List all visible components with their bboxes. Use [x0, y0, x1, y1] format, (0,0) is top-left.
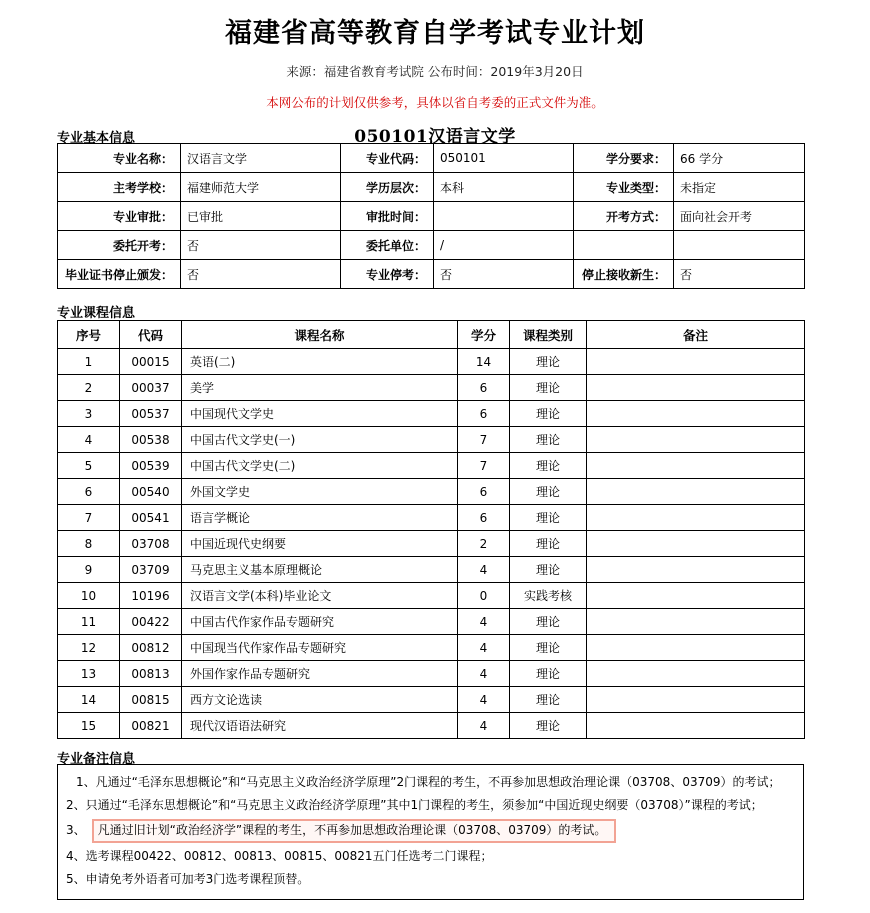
course-cell-credit: 7 — [458, 427, 510, 453]
course-cell-code: 00815 — [120, 687, 182, 713]
course-cell-credit: 6 — [458, 505, 510, 531]
course-cell-idx: 2 — [58, 375, 120, 401]
course-cell-note — [587, 505, 805, 531]
table-row — [58, 401, 805, 427]
course-cell-idx: 11 — [58, 609, 120, 635]
course-cell-credit: 4 — [458, 687, 510, 713]
course-cell-note — [587, 453, 805, 479]
course-cell-code: 00015 — [120, 349, 182, 375]
course-cell-type: 理论 — [510, 453, 587, 479]
course-cell-type: 理论 — [510, 557, 587, 583]
table-row — [58, 375, 805, 401]
basic-info-value: / — [434, 231, 574, 260]
course-cell-name: 英语(二) — [182, 349, 458, 375]
section-label-remark-info: 专业备注信息 — [57, 752, 136, 767]
course-cell-type: 理论 — [510, 401, 587, 427]
table-row — [58, 635, 805, 661]
course-cell-note — [587, 609, 805, 635]
section-label-course-info: 专业课程信息 — [57, 306, 136, 321]
table-row — [58, 349, 805, 375]
course-cell-type: 理论 — [510, 427, 587, 453]
course-cell-credit: 6 — [458, 401, 510, 427]
course-cell-name: 中国近现代史纲要 — [182, 531, 458, 557]
basic-info-label: 审批时间： — [341, 202, 434, 231]
course-cell-code: 00538 — [120, 427, 182, 453]
course-cell-note — [587, 479, 805, 505]
course-cell-name: 美学 — [182, 375, 458, 401]
course-cell-name: 现代汉语语法研究 — [182, 713, 458, 739]
course-cell-credit: 4 — [458, 557, 510, 583]
table-row — [58, 453, 805, 479]
course-cell-note — [587, 401, 805, 427]
course-cell-note — [587, 531, 805, 557]
course-cell-credit: 4 — [458, 635, 510, 661]
remark-number: 5、 — [66, 871, 86, 886]
course-cell-name: 中国古代文学史(二) — [182, 453, 458, 479]
course-column-header: 代码 — [120, 321, 182, 349]
course-cell-note — [587, 713, 805, 739]
course-cell-type: 理论 — [510, 661, 587, 687]
course-cell-credit: 6 — [458, 479, 510, 505]
course-cell-type: 理论 — [510, 479, 587, 505]
basic-info-label: 开考方式： — [574, 202, 674, 231]
course-cell-type: 理论 — [510, 609, 587, 635]
course-cell-note — [587, 635, 805, 661]
remark-number: 3、 — [66, 823, 86, 838]
course-cell-idx: 6 — [58, 479, 120, 505]
basic-info-value: 未指定 — [674, 173, 805, 202]
remark-text: 选考课程00422、00812、00813、00815、00821五门任选考二门课程； — [85, 848, 493, 863]
basic-info-label: 专业代码： — [341, 144, 434, 173]
course-cell-note — [587, 427, 805, 453]
basic-info-value — [434, 202, 574, 231]
course-cell-idx: 12 — [58, 635, 120, 661]
basic-info-label: 专业审批： — [58, 202, 181, 231]
remarks-box — [57, 764, 804, 900]
course-table-header-row — [58, 321, 805, 349]
course-cell-credit: 14 — [458, 349, 510, 375]
course-cell-idx: 5 — [58, 453, 120, 479]
course-cell-type: 实践考核 — [510, 583, 587, 609]
course-cell-idx: 9 — [58, 557, 120, 583]
course-table-body — [58, 349, 805, 739]
course-cell-name: 中国现当代作家作品专题研究 — [182, 635, 458, 661]
basic-info-label: 学分要求： — [574, 144, 674, 173]
course-table — [57, 320, 805, 739]
table-row — [58, 427, 805, 453]
course-cell-name: 语言学概论 — [182, 505, 458, 531]
basic-info-value: 否 — [181, 260, 341, 289]
course-cell-type: 理论 — [510, 687, 587, 713]
course-cell-type: 理论 — [510, 349, 587, 375]
course-cell-note — [587, 557, 805, 583]
basic-info-table — [57, 143, 805, 289]
page-title: 福建省高等教育自学考试专业计划 — [225, 18, 645, 49]
course-cell-code: 03708 — [120, 531, 182, 557]
basic-info-value: 否 — [674, 260, 805, 289]
course-cell-name: 外国文学史 — [182, 479, 458, 505]
course-cell-code: 00539 — [120, 453, 182, 479]
course-cell-note — [587, 349, 805, 375]
course-cell-code: 00813 — [120, 661, 182, 687]
major-heading: 050101汉语言文学 — [354, 127, 516, 148]
basic-info-value: 面向社会开考 — [674, 202, 805, 231]
table-row — [58, 713, 805, 739]
course-cell-name: 中国现代文学史 — [182, 401, 458, 427]
basic-info-value: 汉语言文学 — [181, 144, 341, 173]
table-row — [58, 479, 805, 505]
course-cell-idx: 10 — [58, 583, 120, 609]
course-cell-code: 00541 — [120, 505, 182, 531]
remark-number: 4、 — [66, 848, 86, 863]
course-cell-name: 汉语言文学(本科)毕业论文 — [182, 583, 458, 609]
course-cell-idx: 13 — [58, 661, 120, 687]
basic-info-value: 已审批 — [181, 202, 341, 231]
basic-info-row — [58, 144, 805, 173]
course-cell-credit: 2 — [458, 531, 510, 557]
remark-item — [58, 817, 803, 844]
course-cell-idx: 15 — [58, 713, 120, 739]
remark-text: 申请免考外语者可加考3门选考课程顶替。 — [85, 871, 310, 886]
course-cell-code: 03709 — [120, 557, 182, 583]
basic-info-value: 福建师范大学 — [181, 173, 341, 202]
course-column-header: 学分 — [458, 321, 510, 349]
course-cell-credit: 6 — [458, 375, 510, 401]
course-cell-idx: 7 — [58, 505, 120, 531]
course-cell-name: 中国古代作家作品专题研究 — [182, 609, 458, 635]
basic-info-label: 停止接收新生： — [574, 260, 674, 289]
course-cell-type: 理论 — [510, 375, 587, 401]
basic-info-label: 专业停考： — [341, 260, 434, 289]
course-cell-type: 理论 — [510, 531, 587, 557]
course-cell-credit: 0 — [458, 583, 510, 609]
basic-info-value: 否 — [181, 231, 341, 260]
basic-info-row — [58, 231, 805, 260]
course-cell-idx: 3 — [58, 401, 120, 427]
course-cell-note — [587, 583, 805, 609]
basic-info-value: 否 — [434, 260, 574, 289]
course-cell-idx: 1 — [58, 349, 120, 375]
course-cell-note — [587, 687, 805, 713]
table-row — [58, 557, 805, 583]
section-label-basic-info: 专业基本信息 — [57, 131, 136, 146]
course-cell-name: 马克思主义基本原理概论 — [182, 557, 458, 583]
course-cell-name: 外国作家作品专题研究 — [182, 661, 458, 687]
course-cell-type: 理论 — [510, 635, 587, 661]
basic-info-row — [58, 202, 805, 231]
basic-info-row — [58, 173, 805, 202]
course-column-header: 序号 — [58, 321, 120, 349]
basic-info-value: 66 学分 — [674, 144, 805, 173]
remark-text: 只通过“毛泽东思想概论”和“马克思主义政治经济学原理”其中1门课程的考生，须参加“中国近现史纲要（03708）”课程的考试； — [85, 798, 763, 813]
remark-item — [58, 771, 803, 794]
course-cell-credit: 4 — [458, 609, 510, 635]
course-cell-code: 10196 — [120, 583, 182, 609]
course-cell-code: 00037 — [120, 375, 182, 401]
table-row — [58, 583, 805, 609]
table-row — [58, 687, 805, 713]
course-cell-idx: 14 — [58, 687, 120, 713]
course-cell-idx: 4 — [58, 427, 120, 453]
table-row — [58, 609, 805, 635]
basic-info-label: 专业名称： — [58, 144, 181, 173]
remark-item — [58, 845, 803, 868]
basic-info-label: 主考学校： — [58, 173, 181, 202]
course-column-header: 课程名称 — [182, 321, 458, 349]
course-cell-code: 00812 — [120, 635, 182, 661]
basic-info-label: 专业类型： — [574, 173, 674, 202]
remark-text: 凡通过旧计划“政治经济学”课程的考生，不再参加思想政治理论课（03708、03709）的考试。 — [97, 823, 607, 838]
remark-text: 凡通过“毛泽东思想概论”和“马克思主义政治经济学原理”2门课程的考生，不再参加思想政治理论课（03708、03709）的考试； — [95, 775, 781, 789]
course-cell-idx: 8 — [58, 531, 120, 557]
basic-info-label: 毕业证书停止颁发： — [58, 260, 181, 289]
table-row — [58, 505, 805, 531]
course-cell-code: 00540 — [120, 479, 182, 505]
remark-item — [58, 868, 803, 891]
basic-info-value — [674, 231, 805, 260]
course-column-header: 备注 — [587, 321, 805, 349]
basic-info-label: 委托单位： — [341, 231, 434, 260]
remark-number: 1、 — [76, 775, 96, 789]
remark-highlight-box — [92, 819, 617, 842]
course-cell-note — [587, 661, 805, 687]
course-cell-code: 00821 — [120, 713, 182, 739]
table-row — [58, 661, 805, 687]
course-column-header: 课程类别 — [510, 321, 587, 349]
course-cell-type: 理论 — [510, 505, 587, 531]
remark-number: 2、 — [66, 798, 86, 813]
basic-info-body — [58, 144, 805, 289]
course-cell-credit: 7 — [458, 453, 510, 479]
course-cell-type: 理论 — [510, 713, 587, 739]
warning-notice: 本网公布的计划仅供参考，具体以省自考委的正式文件为准。 — [266, 95, 604, 111]
course-cell-name: 西方文论选读 — [182, 687, 458, 713]
source-line: 来源：福建省教育考试院 公布时间：2019年3月20日 — [286, 64, 584, 80]
course-cell-code: 00422 — [120, 609, 182, 635]
basic-info-value: 本科 — [434, 173, 574, 202]
course-table-head — [58, 321, 805, 349]
course-cell-note — [587, 375, 805, 401]
basic-info-row — [58, 260, 805, 289]
course-cell-code: 00537 — [120, 401, 182, 427]
basic-info-label: 委托开考： — [58, 231, 181, 260]
basic-info-label: 学历层次： — [341, 173, 434, 202]
course-cell-name: 中国古代文学史(一) — [182, 427, 458, 453]
table-row — [58, 531, 805, 557]
course-cell-credit: 4 — [458, 661, 510, 687]
basic-info-value: 050101 — [434, 144, 574, 173]
remark-item — [58, 794, 803, 817]
basic-info-label — [574, 231, 674, 260]
course-cell-credit: 4 — [458, 713, 510, 739]
